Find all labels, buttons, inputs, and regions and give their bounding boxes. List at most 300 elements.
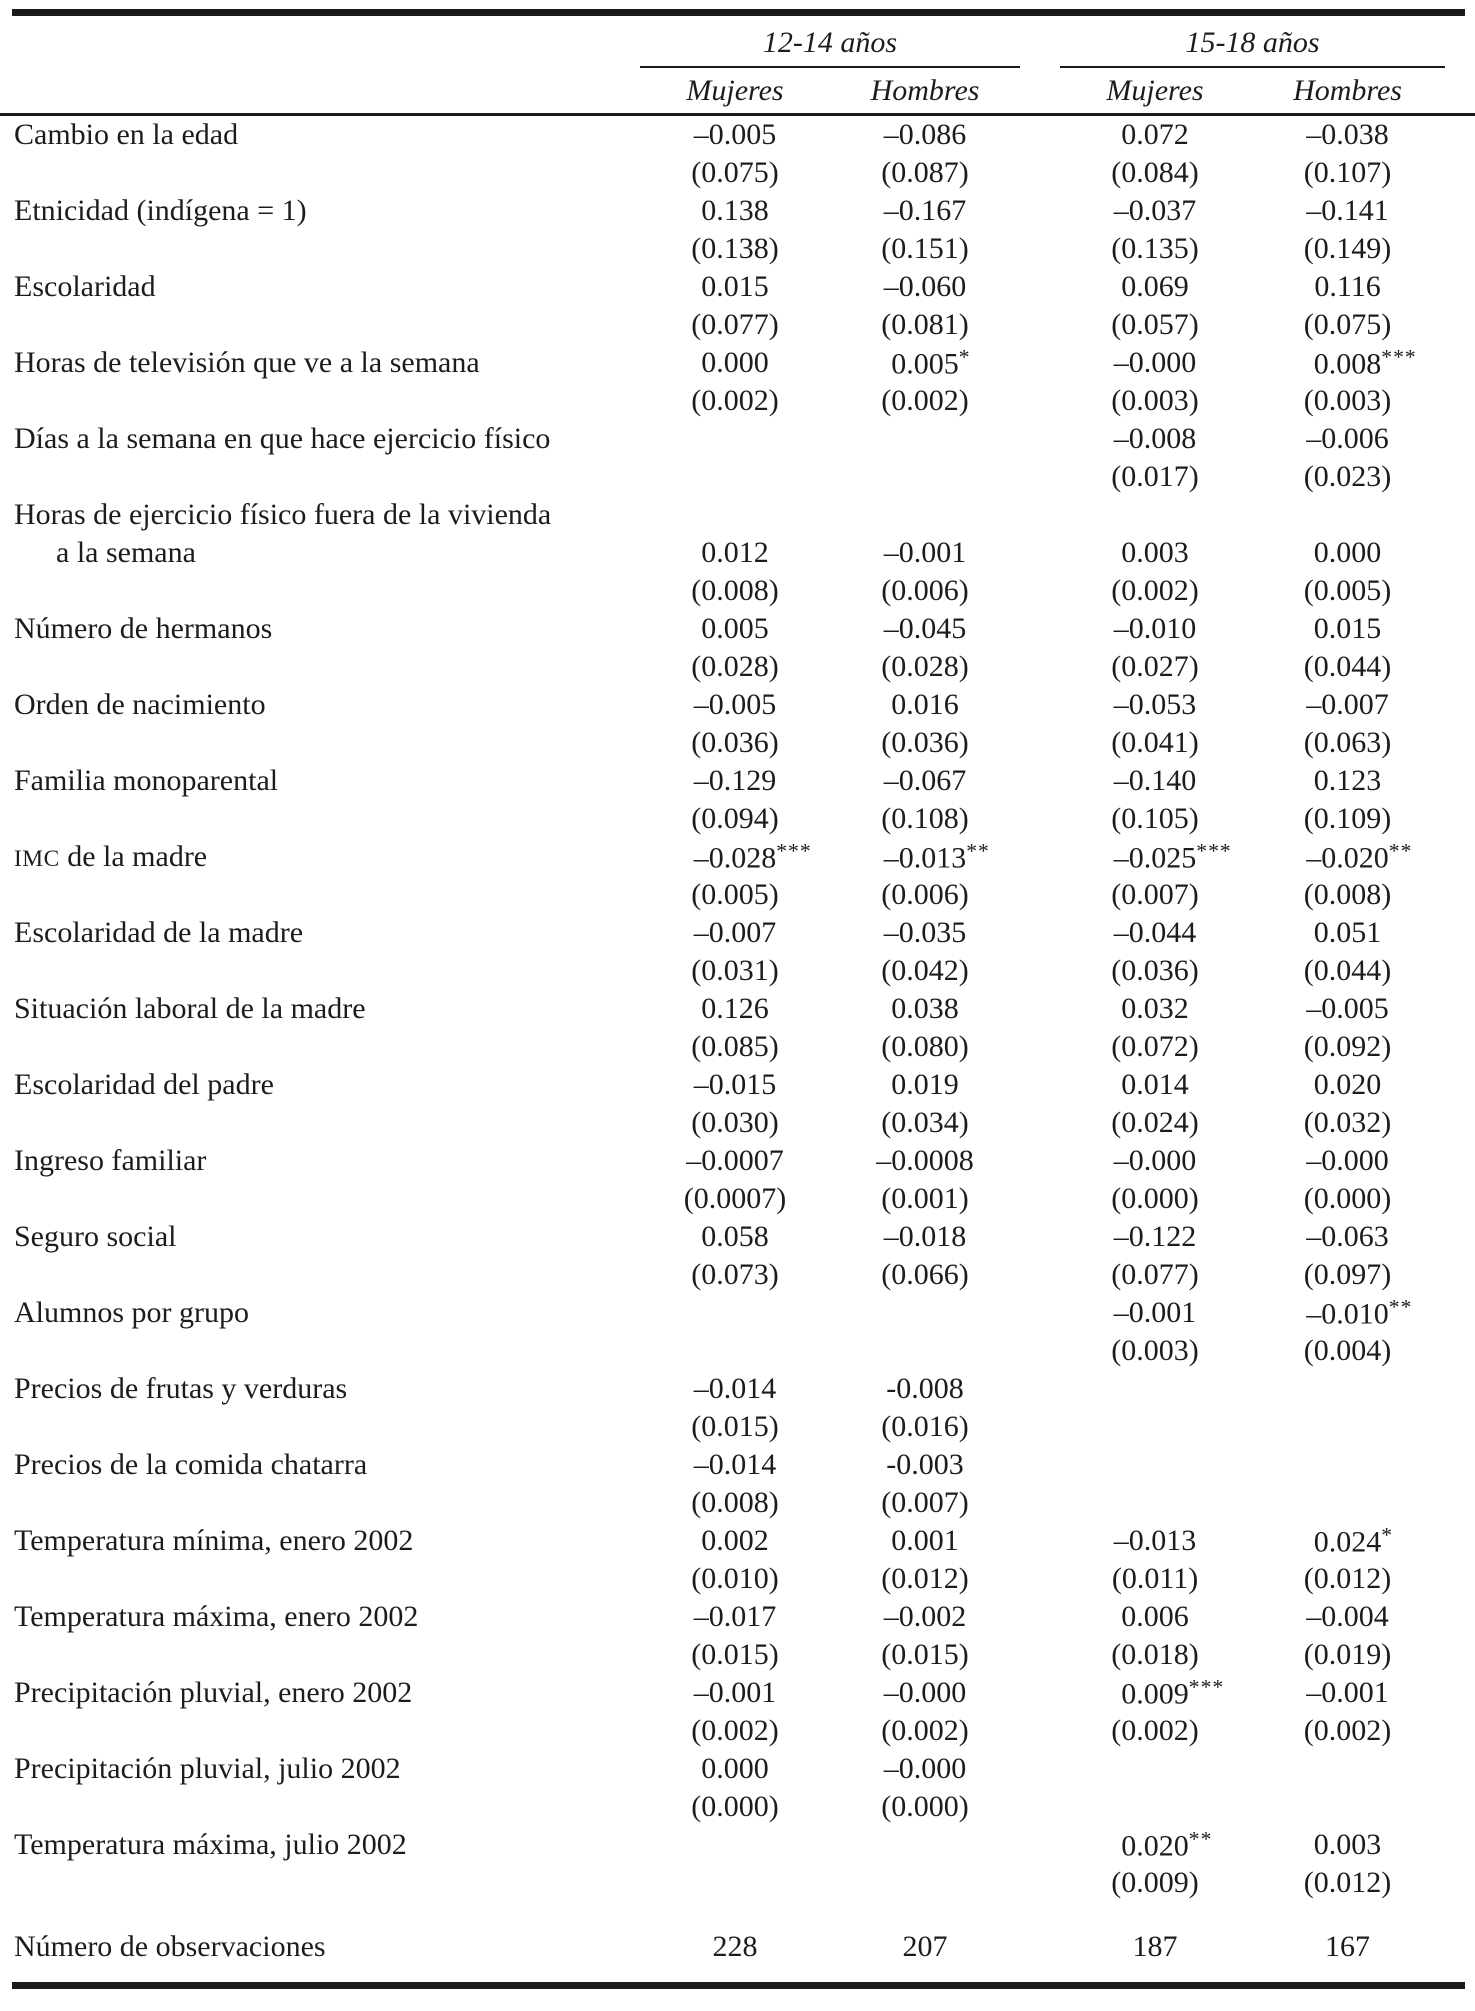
se-cell: (0.044) (1303, 650, 1392, 683)
row-label (0, 800, 640, 838)
group-header-row (0, 16, 1475, 67)
se-cell: (0.108) (881, 802, 969, 835)
coef-cell: –0.008 (1113, 422, 1197, 455)
coef-cell: 0.126 (701, 992, 769, 1025)
se-cell: (0.008) (1303, 878, 1392, 911)
se-row (0, 1560, 1475, 1598)
se-cell: (0.077) (1111, 1258, 1199, 1291)
column-spacer (1020, 420, 1060, 458)
se-cell (640, 1332, 830, 1370)
coef-value: –0.013 (883, 841, 967, 875)
se-cell: (0.031) (691, 954, 779, 987)
se-cell: (0.032) (1303, 1106, 1392, 1139)
column-spacer (1020, 192, 1060, 230)
column-spacer (1020, 1522, 1060, 1560)
row-label: Escolaridad de la madre (14, 916, 304, 949)
right-margin-spacer (1445, 1256, 1475, 1294)
coef-cell: –0.129 (693, 764, 777, 797)
coef-cell (640, 1294, 830, 1332)
coef-value: 0.008 (1313, 347, 1382, 381)
se-cell: (0.036) (1111, 954, 1199, 987)
se-cell (1250, 1408, 1445, 1446)
se-cell: (0.097) (1303, 1258, 1392, 1291)
coef-cell: –0.001 (1113, 1296, 1197, 1329)
se-row (0, 952, 1475, 990)
se-row (0, 382, 1475, 420)
coef-row (0, 838, 1475, 876)
se-row (0, 1408, 1475, 1446)
row-label: Seguro social (14, 1220, 177, 1253)
coef-row (0, 268, 1475, 306)
right-margin-spacer (1445, 1218, 1475, 1256)
se-cell (1250, 1484, 1445, 1522)
column-spacer (1020, 1028, 1060, 1066)
coef-value: 0.024 (1313, 1525, 1382, 1559)
se-cell: (0.008) (691, 1486, 779, 1519)
se-cell: (0.077) (691, 308, 779, 341)
coef-cell: –0.086 (883, 118, 967, 151)
row-label (0, 1484, 640, 1522)
coef-row (0, 762, 1475, 800)
se-cell: (0.138) (691, 232, 779, 265)
column-spacer (1020, 230, 1060, 268)
row-label: Escolaridad del padre (14, 1068, 274, 1101)
coef-cell (830, 496, 1020, 534)
coef-cell: –0.000 (883, 1752, 967, 1785)
coef-cell: –0.007 (693, 916, 777, 949)
row-label: Precipitación pluvial, enero 2002 (14, 1676, 413, 1709)
column-spacer (1020, 1788, 1060, 1826)
column-spacer (1020, 1674, 1060, 1712)
se-cell: (0.005) (691, 878, 779, 911)
se-cell: (0.001) (881, 1182, 969, 1215)
coef-cell: –0.028*** (693, 838, 812, 875)
column-spacer (1020, 1902, 1060, 1966)
se-row (0, 648, 1475, 686)
se-cell: (0.072) (1111, 1030, 1199, 1063)
se-cell: (0.012) (1303, 1866, 1392, 1899)
se-cell: (0.151) (881, 232, 969, 265)
se-cell: (0.034) (881, 1106, 969, 1139)
coef-cell: –0.0008 (876, 1144, 974, 1177)
coef-cell (1060, 1370, 1250, 1408)
coef-row (0, 990, 1475, 1028)
obs-cell: 167 (1325, 1930, 1371, 1963)
coef-cell: 0.051 (1313, 916, 1382, 949)
se-cell: (0.012) (1303, 1562, 1392, 1595)
right-margin-spacer (1445, 458, 1475, 496)
coef-cell: –0.038 (1306, 118, 1389, 151)
column-spacer (1020, 1180, 1060, 1218)
se-cell: (0.006) (881, 574, 969, 607)
obs-cell: 228 (712, 1930, 758, 1963)
se-cell: (0.024) (1111, 1106, 1199, 1139)
right-margin-spacer (1445, 1560, 1475, 1598)
coef-cell: 0.138 (701, 194, 769, 227)
right-margin-spacer (1445, 1750, 1475, 1788)
se-cell: (0.028) (691, 650, 779, 683)
right-margin-spacer (1445, 572, 1475, 610)
se-cell: (0.002) (881, 384, 969, 417)
coef-cell: 0.024* (1313, 1522, 1394, 1559)
coef-cell: 0.123 (1313, 764, 1382, 797)
coef-cell: –0.000 (1113, 1144, 1197, 1177)
se-cell (830, 1332, 1020, 1370)
se-row (0, 1712, 1475, 1750)
se-row (0, 800, 1475, 838)
row-label (0, 572, 640, 610)
row-label (0, 1560, 640, 1598)
coef-cell: –0.005 (693, 688, 777, 721)
row-label: Ingreso familiar (14, 1144, 207, 1177)
se-cell: (0.023) (1303, 460, 1392, 493)
coef-cell: –0.122 (1113, 1220, 1197, 1253)
coef-row (0, 115, 1475, 155)
se-row (0, 1864, 1475, 1902)
coef-cell: –0.000 (883, 1676, 967, 1709)
observations-row (0, 1902, 1475, 1966)
coef-row (0, 1142, 1475, 1180)
group-header-15-18: 15-18 años (1060, 16, 1445, 67)
se-cell: (0.009) (1111, 1866, 1199, 1899)
coef-cell (640, 420, 830, 458)
coef-cell: 0.000 (1313, 536, 1382, 569)
coef-cell: –0.013 (1113, 1524, 1197, 1557)
se-cell: (0.007) (881, 1486, 969, 1519)
coef-row (0, 914, 1475, 952)
coef-cell: 0.020** (1121, 1826, 1213, 1863)
coef-cell: –0.014 (693, 1372, 777, 1405)
column-spacer (1020, 610, 1060, 648)
right-margin-spacer (1445, 1484, 1475, 1522)
coef-cell: 0.116 (1314, 270, 1381, 303)
right-margin-spacer (1445, 876, 1475, 914)
se-cell: (0.084) (1111, 156, 1199, 189)
coef-cell: –0.001 (883, 536, 967, 569)
coef-cell: 0.020 (1313, 1068, 1382, 1101)
coef-cell: –0.067 (883, 764, 967, 797)
coef-cell: 0.014 (1121, 1068, 1189, 1101)
column-spacer (1020, 572, 1060, 610)
right-margin-spacer (1445, 648, 1475, 686)
se-cell: (0.0007) (683, 1182, 787, 1215)
column-spacer (1020, 1484, 1060, 1522)
right-margin-spacer (1445, 268, 1475, 306)
table-body (0, 115, 1475, 1967)
se-cell: (0.002) (1303, 1714, 1392, 1747)
row-label (0, 648, 640, 686)
se-cell: (0.000) (691, 1790, 779, 1823)
se-row (0, 1788, 1475, 1826)
row-label (0, 458, 640, 496)
se-cell (1060, 1484, 1250, 1522)
coef-cell: –0.005 (693, 118, 777, 151)
right-margin-spacer (1445, 1902, 1475, 1966)
coef-cell: –0.053 (1113, 688, 1197, 721)
right-margin-spacer (1445, 1370, 1475, 1408)
right-margin-spacer (1445, 1408, 1475, 1446)
se-cell: (0.027) (1111, 650, 1199, 683)
row-label: Precios de la comida chatarra (14, 1448, 368, 1481)
coef-cell: –0.037 (1113, 194, 1197, 227)
coef-cell: –0.014 (693, 1448, 777, 1481)
row-label: Precios de frutas y verduras (14, 1372, 348, 1405)
coef-cell: –0.007 (1306, 688, 1389, 721)
se-cell: (0.036) (881, 726, 969, 759)
right-margin-spacer (1445, 154, 1475, 192)
row-label: a la semana (56, 536, 196, 569)
se-cell: (0.149) (1303, 232, 1392, 265)
coef-cell: –0.0007 (686, 1144, 784, 1177)
right-margin-spacer (1445, 230, 1475, 268)
se-row (0, 1028, 1475, 1066)
right-margin-spacer (1445, 1712, 1475, 1750)
right-margin-spacer (1445, 1826, 1475, 1864)
se-cell: (0.000) (1303, 1182, 1392, 1215)
row-label: Temperatura máxima, enero 2002 (14, 1600, 419, 1633)
coef-cell: 0.001 (891, 1524, 959, 1557)
coef-cell: –0.001 (1306, 1676, 1389, 1709)
coef-cell: –0.001 (693, 1676, 777, 1709)
coef-cell: 0.016 (891, 688, 959, 721)
coef-cell: 0.008*** (1313, 344, 1417, 381)
coef-cell: -0.008 (886, 1372, 964, 1405)
row-label (0, 1408, 640, 1446)
row-label: Precipitación pluvial, julio 2002 (14, 1752, 401, 1785)
coef-cell: 0.002 (701, 1524, 769, 1557)
se-cell (1060, 1788, 1250, 1826)
column-spacer (1020, 154, 1060, 192)
coef-cell: 0.005* (891, 344, 971, 381)
right-margin-spacer (1445, 1674, 1475, 1712)
row-label: Orden de nacimiento (14, 688, 266, 721)
right-margin-spacer (1445, 762, 1475, 800)
se-row (0, 1332, 1475, 1370)
right-margin-spacer (1445, 115, 1475, 155)
se-row (0, 1256, 1475, 1294)
right-margin-spacer (1445, 1788, 1475, 1826)
coef-cell (640, 496, 830, 534)
coef-row (0, 344, 1475, 382)
top-rule (12, 9, 1465, 16)
column-spacer (1020, 952, 1060, 990)
coef-value: –0.010 (1306, 1297, 1389, 1331)
se-cell: (0.080) (881, 1030, 969, 1063)
se-row (0, 876, 1475, 914)
row-label: Cambio en la edad (14, 118, 239, 151)
coef-cell: –0.060 (883, 270, 967, 303)
se-cell: (0.109) (1303, 802, 1392, 835)
column-spacer (1020, 914, 1060, 952)
column-spacer (1020, 724, 1060, 762)
column-spacer (1020, 534, 1060, 572)
column-spacer (1020, 1142, 1060, 1180)
row-label: Días a la semana en que hace ejercicio físico (14, 422, 551, 455)
column-spacer (1020, 16, 1060, 67)
coef-cell (1250, 496, 1445, 534)
coef-cell: 0.032 (1121, 992, 1189, 1025)
coef-value: 0.009 (1121, 1677, 1189, 1711)
column-spacer (1020, 1712, 1060, 1750)
right-margin-spacer (1445, 16, 1475, 67)
column-spacer (1020, 1636, 1060, 1674)
se-cell: (0.015) (691, 1410, 779, 1443)
coef-cell: –0.000 (1113, 346, 1197, 379)
subcol-header-row (0, 67, 1475, 115)
right-margin-spacer (1445, 724, 1475, 762)
right-margin-spacer (1445, 610, 1475, 648)
coef-cell: 0.000 (701, 346, 769, 379)
column-spacer (1020, 990, 1060, 1028)
se-cell (640, 1864, 830, 1902)
coef-cell: 0.003 (1313, 1828, 1382, 1861)
coef-cell: 0.009*** (1121, 1674, 1225, 1711)
column-spacer (1020, 382, 1060, 420)
row-label (0, 1256, 640, 1294)
right-margin-spacer (1445, 1598, 1475, 1636)
coef-cell: 0.006 (1121, 1600, 1189, 1633)
column-spacer (1020, 1560, 1060, 1598)
column-spacer (1020, 686, 1060, 724)
se-cell: (0.004) (1303, 1334, 1392, 1367)
row-label: Horas de televisión que ve a la semana (14, 346, 480, 379)
coef-cell: 0.015 (1313, 612, 1382, 645)
se-row (0, 306, 1475, 344)
se-cell: (0.107) (1303, 156, 1392, 189)
column-spacer (1020, 1256, 1060, 1294)
column-spacer (1020, 648, 1060, 686)
se-cell: (0.015) (881, 1638, 969, 1671)
se-cell: (0.085) (691, 1030, 779, 1063)
row-label: Número de hermanos (14, 612, 273, 645)
se-row (0, 572, 1475, 610)
row-label (0, 1636, 640, 1674)
coef-cell: –0.018 (883, 1220, 967, 1253)
right-margin-spacer (1445, 1446, 1475, 1484)
coef-row (0, 1294, 1475, 1332)
se-cell: (0.003) (1111, 1334, 1199, 1367)
right-margin-spacer (1445, 67, 1475, 115)
coef-cell (640, 1826, 830, 1864)
header-spacer (0, 67, 640, 115)
row-label (0, 952, 640, 990)
coef-cell (830, 420, 1020, 458)
column-spacer (1020, 1370, 1060, 1408)
coef-row (0, 1218, 1475, 1256)
subcol-mujeres-15-18: Mujeres (1060, 67, 1250, 115)
group-header-12-14: 12-14 años (640, 16, 1020, 67)
coef-cell (830, 1294, 1020, 1332)
column-spacer (1020, 838, 1060, 876)
column-spacer (1020, 115, 1060, 155)
small-caps-text: IMC (14, 846, 60, 872)
coef-cell: –0.140 (1113, 764, 1197, 797)
coef-cell: 0.069 (1121, 270, 1189, 303)
column-spacer (1020, 1218, 1060, 1256)
se-cell: (0.015) (691, 1638, 779, 1671)
row-label: Temperatura máxima, julio 2002 (14, 1828, 407, 1861)
se-cell: (0.030) (691, 1106, 779, 1139)
coef-cell: –0.013** (883, 838, 990, 875)
row-label (0, 1180, 640, 1218)
se-cell: (0.135) (1111, 232, 1199, 265)
coef-cell: –0.141 (1306, 194, 1389, 227)
se-cell: (0.011) (1111, 1562, 1199, 1595)
coef-cell: –0.010** (1306, 1294, 1413, 1331)
se-cell: (0.042) (881, 954, 969, 987)
se-cell: (0.002) (881, 1714, 969, 1747)
right-margin-spacer (1445, 1028, 1475, 1066)
coef-cell: –0.025*** (1113, 838, 1232, 875)
se-row (0, 724, 1475, 762)
se-cell: (0.003) (1303, 384, 1392, 417)
right-margin-spacer (1445, 914, 1475, 952)
right-margin-spacer (1445, 838, 1475, 876)
right-margin-spacer (1445, 1142, 1475, 1180)
se-cell: (0.002) (691, 1714, 779, 1747)
right-margin-spacer (1445, 1066, 1475, 1104)
coef-row (0, 1750, 1475, 1788)
row-label (0, 1028, 640, 1066)
coef-cell: –0.002 (883, 1600, 967, 1633)
coef-cell (1060, 496, 1250, 534)
column-spacer (1020, 1446, 1060, 1484)
se-cell: (0.075) (1303, 308, 1392, 341)
se-cell: (0.092) (1303, 1030, 1392, 1063)
coef-cell (1250, 1446, 1445, 1484)
row-label (0, 154, 640, 192)
right-margin-spacer (1445, 192, 1475, 230)
se-row (0, 458, 1475, 496)
column-spacer (1020, 67, 1060, 115)
coef-value: 0.020 (1121, 1829, 1189, 1863)
coef-cell: 0.058 (701, 1220, 769, 1253)
coef-cell (1250, 1750, 1445, 1788)
regression-table (0, 16, 1475, 1966)
row-label: Número de observaciones (14, 1930, 326, 1963)
coef-row (0, 1446, 1475, 1484)
se-cell: (0.007) (1111, 878, 1199, 911)
right-margin-spacer (1445, 1332, 1475, 1370)
row-label: Etnicidad (indígena = 1) (14, 194, 307, 227)
coef-cell: 0.019 (891, 1068, 959, 1101)
row-label: Familia monoparental (14, 764, 279, 797)
se-cell: (0.041) (1111, 726, 1199, 759)
column-spacer (1020, 268, 1060, 306)
se-cell: (0.000) (1111, 1182, 1199, 1215)
coef-value: –0.020 (1306, 841, 1389, 875)
row-label (0, 1788, 640, 1826)
label-row (0, 496, 1475, 534)
row-label: Horas de ejercicio físico fuera de la vivienda (14, 498, 552, 531)
regression-table-page (0, 9, 1475, 2011)
right-margin-spacer (1445, 1180, 1475, 1218)
se-cell: (0.010) (691, 1562, 779, 1595)
subcol-hombres-12-14: Hombres (830, 67, 1020, 115)
row-label: IMC de la madre (14, 840, 208, 873)
se-cell (1250, 1788, 1445, 1826)
coef-cell (1060, 1446, 1250, 1484)
right-margin-spacer (1445, 420, 1475, 458)
row-label (0, 306, 640, 344)
column-spacer (1020, 1332, 1060, 1370)
coef-cell: –0.004 (1306, 1600, 1389, 1633)
se-row (0, 1484, 1475, 1522)
coef-value: –0.025 (1113, 841, 1197, 875)
coef-cell: –0.035 (883, 916, 967, 949)
obs-cell: 187 (1132, 1930, 1178, 1963)
right-margin-spacer (1445, 952, 1475, 990)
